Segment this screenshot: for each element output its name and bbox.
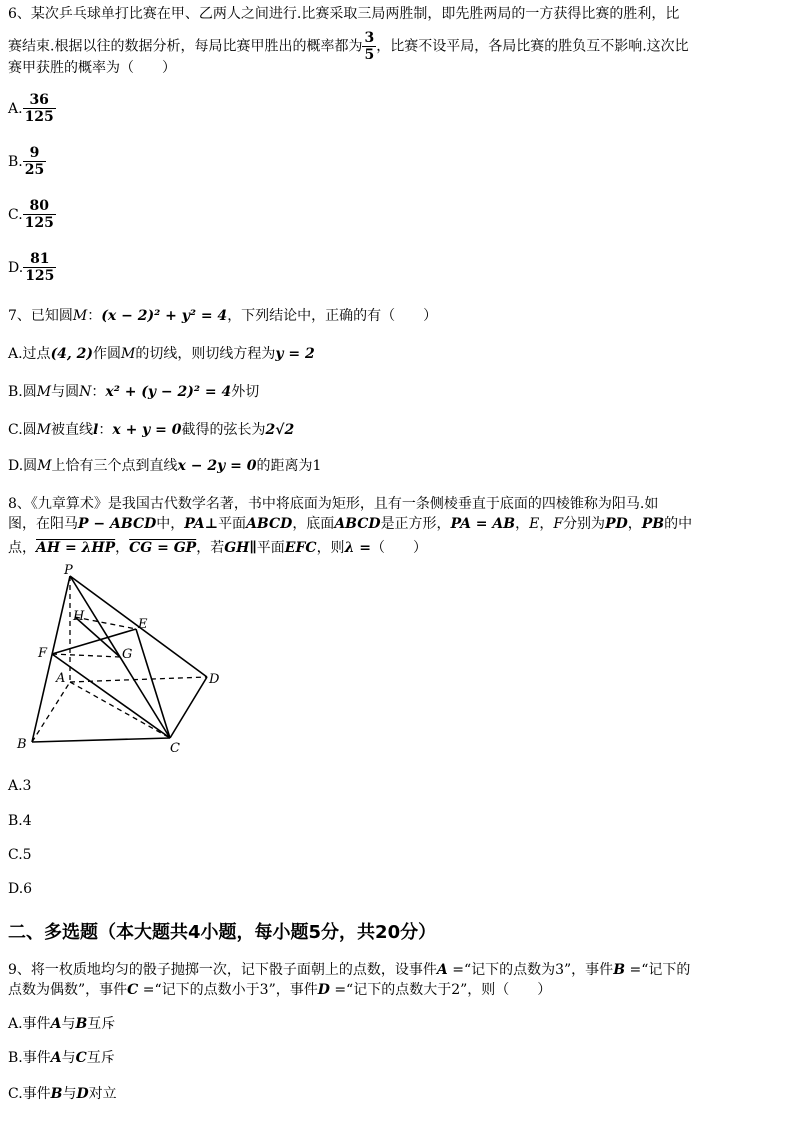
text: ，若 xyxy=(196,540,225,556)
text: ， xyxy=(539,516,554,532)
math: x² + (y − 2)² = 4 xyxy=(105,384,232,400)
q7-stem xyxy=(8,306,437,326)
label-b: B xyxy=(17,737,27,752)
math: M xyxy=(36,384,52,400)
math: A xyxy=(436,962,448,978)
q7-option-d[interactable] xyxy=(8,456,321,476)
text: ： xyxy=(98,422,113,438)
q6-line3: 赛甲获胜的概率为（ ） xyxy=(8,60,176,76)
q9-option-c[interactable] xyxy=(8,1084,117,1104)
text: C.事件 xyxy=(8,1086,51,1102)
text: B.事件 xyxy=(8,1050,51,1066)
label-e: E xyxy=(138,617,148,632)
text: 点数为偶数”，事件 xyxy=(8,982,128,998)
text: 的距离为1 xyxy=(256,458,322,474)
text: 9、将一枚质地均匀的骰子抛掷一次，记下骰子面朝上的点数，设事件 xyxy=(8,962,437,978)
text: =“记下的点数为3”，事件 xyxy=(447,962,614,978)
math: x − 2y = 0 xyxy=(177,458,257,474)
math: E xyxy=(529,516,540,532)
text: 是正方形， xyxy=(380,516,451,532)
q6-option-d[interactable] xyxy=(8,251,56,284)
option-label: A. xyxy=(8,100,23,117)
q7-option-b[interactable] xyxy=(8,382,259,402)
math: EFC xyxy=(284,540,317,556)
math: N xyxy=(79,384,92,400)
option-numerator: 9 xyxy=(29,145,40,161)
math: ABCD xyxy=(334,516,381,532)
math: ABCD xyxy=(246,516,293,532)
text: 与 xyxy=(61,1050,76,1066)
math: 2√2 xyxy=(265,422,295,438)
text: 点， xyxy=(8,540,36,556)
text: 对立 xyxy=(88,1086,117,1102)
q7-stem-text: 7、已知圆 xyxy=(8,308,73,324)
text: ， xyxy=(515,516,530,532)
q8-line2 xyxy=(8,514,692,534)
math: M xyxy=(36,422,52,438)
q7-colon: ： xyxy=(87,308,102,324)
q6-option-a[interactable] xyxy=(8,92,56,125)
text: 被直线 xyxy=(51,422,94,438)
q7-circle-equation: (x − 2)² + y² = 4 xyxy=(101,308,228,324)
edge-ba-hidden xyxy=(32,682,70,742)
vector-equation: CG = GP xyxy=(129,540,197,556)
q9-line1 xyxy=(8,960,690,980)
option-denominator: 125 xyxy=(24,215,54,231)
text: B.圆 xyxy=(8,384,37,400)
label-c: C xyxy=(170,741,180,756)
edge-cd xyxy=(170,677,207,738)
q6-option-c[interactable] xyxy=(8,198,56,231)
math: A xyxy=(50,1050,62,1066)
text: 图，在阳马 xyxy=(8,516,78,532)
pyramid-figure xyxy=(0,562,240,758)
text: 作圆 xyxy=(93,346,122,362)
text: =“记下的 xyxy=(625,962,691,978)
q7-stem-tail: ，下列结论中，正确的有（ ） xyxy=(227,308,438,324)
math: M xyxy=(121,346,136,362)
edge-ad-hidden xyxy=(70,677,207,682)
text: A.事件 xyxy=(8,1016,51,1032)
text: A.过点 xyxy=(8,346,51,362)
text: ，则 xyxy=(316,540,345,556)
text: ， xyxy=(115,540,130,556)
text: 互斥 xyxy=(87,1016,116,1032)
text: 互斥 xyxy=(86,1050,115,1066)
text: 与 xyxy=(61,1016,76,1032)
text: =“记下的点数大于2”，则（ ） xyxy=(329,982,552,998)
option-denominator: 125 xyxy=(25,268,55,284)
vector-equation: AH = λHP xyxy=(36,540,116,556)
q6-option-b[interactable] xyxy=(8,145,46,178)
math: l xyxy=(93,422,99,438)
label-g: G xyxy=(122,647,133,662)
q9-option-b[interactable] xyxy=(8,1048,115,1068)
q6-probability-fraction xyxy=(362,30,376,63)
text: C.圆 xyxy=(8,422,37,438)
label-p: P xyxy=(64,563,73,578)
q8-line3 xyxy=(8,538,427,558)
math: λ = xyxy=(344,540,371,556)
math: M xyxy=(37,458,52,474)
math: (4, 2) xyxy=(50,346,94,362)
q6-line2a: 赛结束.根据以往的数据分析，每局比赛甲胜出的概率都为 xyxy=(8,38,363,55)
math: C xyxy=(127,982,139,998)
q6-line1: 6、某次乒乓球单打比赛在甲、乙两人之间进行.比赛采取三局两胜制，即先胜两局的一方获得比赛的胜利，比 xyxy=(8,6,680,22)
text: 分别为 xyxy=(563,516,606,532)
math: B xyxy=(613,962,626,978)
math: x + y = 0 xyxy=(112,422,182,438)
math: D xyxy=(317,982,330,998)
q8-option-d[interactable]: D.6 xyxy=(8,881,33,897)
text: 外切 xyxy=(231,384,260,400)
q9-option-a[interactable] xyxy=(8,1014,115,1034)
math: D xyxy=(76,1086,89,1102)
label-f: F xyxy=(38,646,48,661)
text: ， xyxy=(627,516,642,532)
math: B xyxy=(75,1016,88,1032)
q7-circle-name: M xyxy=(72,308,88,324)
edge-bc xyxy=(32,738,170,742)
math: C xyxy=(75,1050,87,1066)
option-label: C. xyxy=(8,206,23,223)
math: B xyxy=(50,1086,63,1102)
math: PB xyxy=(641,516,665,532)
text: 的中 xyxy=(664,516,693,532)
q6-fraction-numerator: 3 xyxy=(364,30,375,46)
text: 平面 xyxy=(256,540,285,556)
option-label: D. xyxy=(8,259,24,276)
text: 与 xyxy=(62,1086,77,1102)
text: 的切线，则切线方程为 xyxy=(135,346,276,362)
math: GH∥ xyxy=(224,540,257,556)
q6-line2b: ，比赛不设平局，各局比赛的胜负互不影响.这次比 xyxy=(376,38,689,55)
label-d: D xyxy=(209,672,220,687)
text: 平面 xyxy=(218,516,247,532)
q8-line1: 8、《九章算术》是我国古代数学名著，书中将底面为矩形，且有一条侧棱垂直于底面的四棱锥称为阳马.如 xyxy=(8,496,659,512)
text: =“记下的点数小于3”，事件 xyxy=(138,982,318,998)
q9-line2 xyxy=(8,980,551,1000)
text: 与圆 xyxy=(51,384,80,400)
text: ： xyxy=(91,384,106,400)
text: 上恰有三个点到直线 xyxy=(51,458,178,474)
option-denominator: 125 xyxy=(24,109,54,125)
math: A xyxy=(50,1016,62,1032)
option-numerator: 81 xyxy=(30,251,50,267)
option-numerator: 36 xyxy=(29,92,49,108)
math: y = 2 xyxy=(275,346,315,362)
math: PA⊥ xyxy=(184,516,219,532)
text: ，底面 xyxy=(292,516,335,532)
q8-option-a[interactable]: A.3 xyxy=(8,778,32,794)
segment-fg-hidden xyxy=(52,654,120,657)
text: 截得的弦长为 xyxy=(181,422,266,438)
q7-option-c[interactable] xyxy=(8,420,294,440)
text: （ ） xyxy=(370,540,427,556)
q8-option-c[interactable]: C.5 xyxy=(8,847,32,863)
section-title: 二、多选题（本大题共4小题，每小题5分，共20分） xyxy=(8,922,437,943)
math: PD xyxy=(605,516,628,532)
label-h: H xyxy=(73,609,85,624)
q8-option-b[interactable]: B.4 xyxy=(8,813,32,829)
option-numerator: 80 xyxy=(29,198,50,214)
q6-fraction-denominator: 5 xyxy=(364,47,375,63)
text: 中， xyxy=(156,516,185,532)
option-label: B. xyxy=(8,153,23,170)
q7-option-a[interactable] xyxy=(8,344,315,364)
math: PA = AB xyxy=(450,516,516,532)
label-a: A xyxy=(56,671,66,686)
option-denominator: 25 xyxy=(24,162,45,178)
text: D.圆 xyxy=(8,458,38,474)
math: F xyxy=(553,516,564,532)
math: P − ABCD xyxy=(78,516,157,532)
